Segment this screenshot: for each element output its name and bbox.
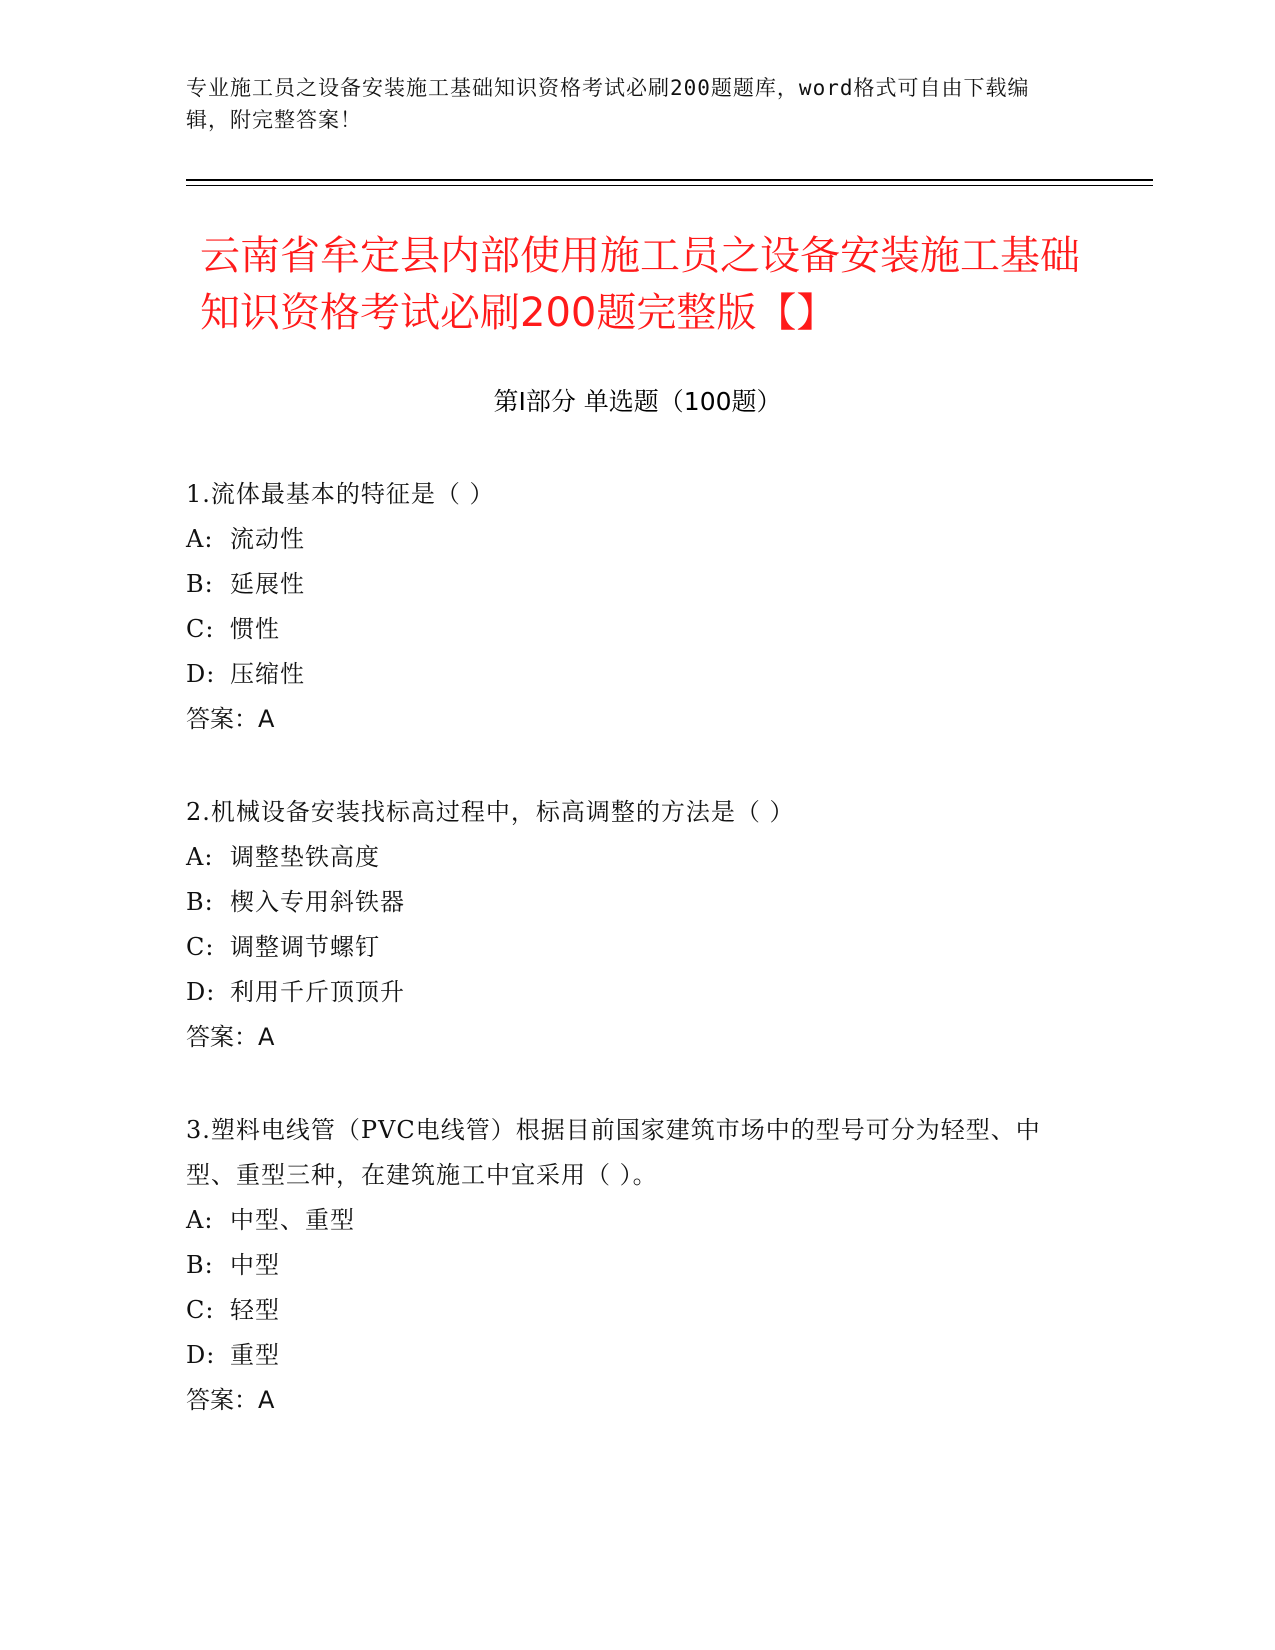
option-text: 利用千斤顶顶升: [230, 978, 405, 1006]
option-text: 楔入专用斜铁器: [230, 888, 405, 916]
option-text: 中型: [230, 1251, 280, 1279]
option-text: 中型、重型: [230, 1206, 355, 1234]
option-letter: A:: [186, 843, 214, 871]
header-note: 专业施工员之设备安装施工基础知识资格考试必刷200题题库，word格式可自由下载编辑，附完整答案！: [186, 76, 1030, 132]
option-d: [186, 970, 1086, 1015]
option-text: 惯性: [230, 615, 280, 643]
option-letter: B:: [186, 888, 214, 916]
option-text: 重型: [230, 1341, 280, 1369]
option-a: [186, 835, 1086, 880]
answer-line: [186, 1378, 1086, 1423]
option-letter: B:: [186, 570, 214, 598]
option-letter: C:: [186, 1296, 215, 1324]
answer-value: A: [258, 705, 275, 733]
option-d: [186, 1333, 1086, 1378]
answer-line: [186, 1015, 1086, 1060]
option-text: 延展性: [230, 570, 305, 598]
option-a: [186, 1198, 1086, 1243]
option-c: [186, 925, 1086, 970]
question-2: [186, 790, 1086, 1060]
question-stem: 2.机械设备安装找标高过程中，标高调整的方法是（ ）: [186, 798, 795, 826]
option-text: 轻型: [230, 1296, 280, 1324]
question-3: [186, 1108, 1086, 1423]
option-c: [186, 1288, 1086, 1333]
option-letter: A:: [186, 525, 214, 553]
answer-label: 答案：: [186, 1023, 258, 1051]
answer-label: 答案：: [186, 1386, 258, 1414]
document-title: 云南省牟定县内部使用施工员之设备安装施工基础知识资格考试必刷200题完整版【】: [200, 233, 1080, 336]
option-b: [186, 562, 1086, 607]
option-letter: D:: [186, 1341, 216, 1369]
option-letter: A:: [186, 1206, 214, 1234]
question-stem: 3.塑料电线管（PVC电线管）根据目前国家建筑市场中的型号可分为轻型、中型、重型三种，在建筑施工中宜采用（ ）。: [186, 1116, 1041, 1189]
option-letter: D:: [186, 660, 216, 688]
option-b: [186, 1243, 1086, 1288]
question-1: [186, 472, 1086, 742]
answer-line: [186, 697, 1086, 742]
answer-label: 答案：: [186, 705, 258, 733]
option-text: 调整调节螺钉: [230, 933, 380, 961]
answer-value: A: [258, 1386, 275, 1414]
option-letter: D:: [186, 978, 216, 1006]
option-letter: C:: [186, 933, 215, 961]
option-text: 压缩性: [230, 660, 305, 688]
answer-value: A: [258, 1023, 275, 1051]
section-heading: 第Ⅰ部分 单选题（100题）: [493, 387, 782, 416]
option-b: [186, 880, 1086, 925]
option-letter: C:: [186, 615, 215, 643]
question-stem: 1.流体最基本的特征是（ ）: [186, 480, 495, 508]
option-a: [186, 517, 1086, 562]
header-rule-thin: [186, 185, 1153, 186]
option-text: 流动性: [230, 525, 305, 553]
header-rule-thick: [186, 179, 1153, 181]
option-d: [186, 652, 1086, 697]
option-c: [186, 607, 1086, 652]
option-text: 调整垫铁高度: [230, 843, 380, 871]
option-letter: B:: [186, 1251, 214, 1279]
